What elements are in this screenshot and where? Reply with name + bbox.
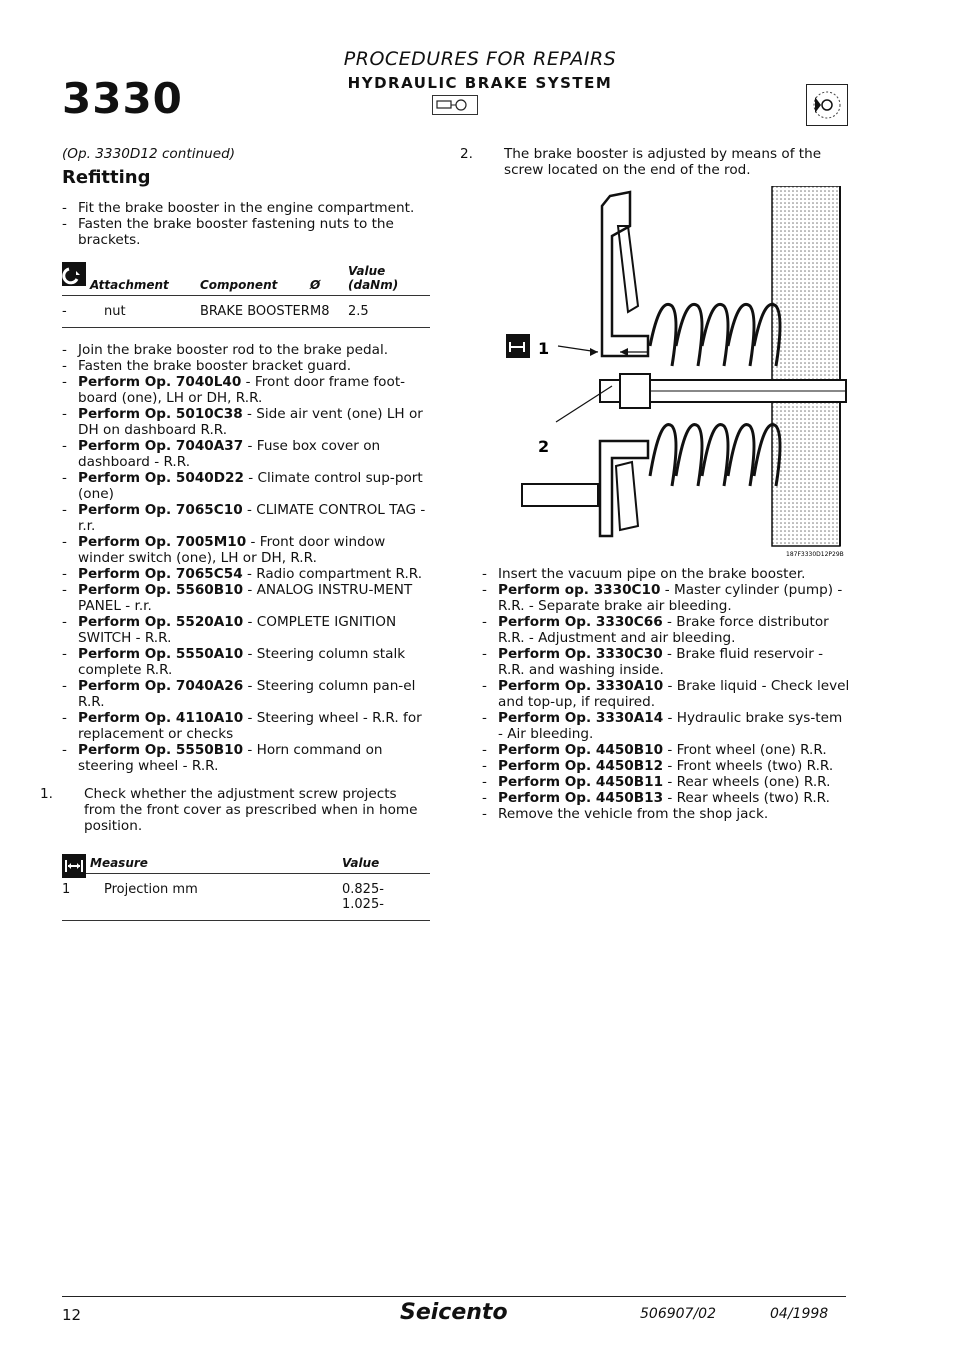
callout-2: 2 (538, 437, 550, 456)
list-item: - Perform Op. 4450B10 - Front wheel (one) R.R. (482, 742, 850, 758)
table-row (62, 296, 430, 328)
list-item: - Perform op. 3330C10 - Master cylinder (pump) - R.R. - Separate brake air bleeding. (482, 582, 850, 614)
list-item: - Perform Op. 5550B10 - Horn command on steering wheel - R.R. (62, 742, 430, 774)
list-item: - Perform Op. 7040A26 - Steering column pan-el R.R. (62, 678, 430, 710)
col-component: Component (200, 278, 278, 292)
list-item: - Perform Op. 7040A37 - Fuse box cover on dashboard - R.R. (62, 438, 430, 470)
list-item: - Perform Op. 7065C10 - CLIMATE CONTROL TAG - r.r. (62, 502, 430, 534)
col-value: Value (342, 856, 380, 870)
list-item: - Perform Op. 5520A10 - COMPLETE IGNITION SWITCH - R.R. (62, 614, 430, 646)
cell-diameter: M8 (310, 304, 330, 319)
procedure-list (62, 342, 430, 774)
page-title: PROCEDURES FOR REPAIRS (343, 48, 617, 70)
table-header (62, 856, 430, 874)
torque-table (62, 264, 430, 328)
table-row (62, 874, 430, 921)
section-number: 3330 (62, 74, 183, 123)
cell-value: 2.5 (348, 304, 369, 319)
list-item: - Perform Op. 3330C66 - Brake force distributor R.R. - Adjustment and air bleeding. (482, 614, 850, 646)
list-item: - Perform Op. 4450B12 - Front wheels (two) R.R. (482, 758, 850, 774)
figure-code: 187F3330D12P29B (786, 551, 844, 556)
brand-logo: Seicento (400, 1300, 508, 1325)
list-item: - Fasten the brake booster bracket guard. (62, 358, 430, 374)
measure-table (62, 856, 430, 921)
list-item: - Perform Op. 4450B13 - Rear wheels (two) R.R. (482, 790, 850, 806)
section-heading: Refitting (62, 167, 151, 188)
list-item: - Fasten the brake booster fastening nuts to the brackets. (62, 216, 430, 248)
list-item: - Perform Op. 3330C30 - Brake fluid reservoir - R.R. and washing inside. (482, 646, 850, 678)
col-attachment: Attachment (90, 278, 169, 292)
list-item: - Remove the vehicle from the shop jack. (482, 806, 850, 822)
table-header (62, 264, 430, 296)
page-number: 12 (62, 1306, 82, 1324)
list-item: - Perform Op. 3330A10 - Brake liquid - Check level and top-up, if required. (482, 678, 850, 710)
footer-divider (62, 1296, 846, 1297)
brake-disc-icon (806, 84, 848, 126)
brake-booster-diagram (500, 186, 852, 556)
document-date: 04/1998 (770, 1306, 829, 1322)
list-item: - Join the brake booster rod to the brake pedal. (62, 342, 430, 358)
list-item: - Perform Op. 5560B10 - ANALOG INSTRU-MENT PANEL - r.r. (62, 582, 430, 614)
list-item: - Perform Op. 7005M10 - Front door window winder switch (one), LH or DH, R.R. (62, 534, 430, 566)
adjust-instruction: 2. The brake booster is adjusted by means of the screw located on the end of the rod. (460, 146, 822, 178)
page-subtitle: HYDRAULIC BRAKE SYSTEM (347, 74, 613, 92)
list-item: - Perform Op. 5550A10 - Steering column stalk complete R.R. (62, 646, 430, 678)
cell-value: 0.825- 1.025- (342, 882, 384, 912)
document-number: 506907/02 (640, 1306, 716, 1322)
torque-wrench-icon (62, 262, 86, 286)
col-measure: Measure (90, 856, 148, 870)
left-column (40, 146, 430, 921)
list-item: - Perform Op. 7065C54 - Radio compartment R.R. (62, 566, 430, 582)
list-item: - Perform Op. 7040L40 - Front door frame foot-board (one), LH or DH, R.R. (62, 374, 430, 406)
intro-list (62, 200, 430, 248)
right-procedure (482, 566, 850, 822)
continued-note: (Op. 3330D12 continued) (62, 146, 235, 162)
cell-number: 1 (62, 882, 71, 897)
step-number: 2. (460, 146, 473, 162)
list-item: - Perform Op. 5010C38 - Side air vent (one) LH or DH on dashboard R.R. (62, 406, 430, 438)
list-item: - Perform Op. 4450B11 - Rear wheels (one) R.R. (482, 774, 850, 790)
step-number: 1. (40, 786, 53, 802)
list-item: - Fit the brake booster in the engine compartment. (62, 200, 430, 216)
check-instruction: 1. Check whether the adjustment screw projects from the front cover as prescribed when in home position. (40, 786, 418, 834)
list-item: - Perform Op. 5040D22 - Climate control sup-port (one) (62, 470, 430, 502)
col-value: Value (daNm) (348, 264, 399, 292)
right-column (460, 146, 850, 178)
callout-1: 1 (538, 339, 550, 358)
col-diameter: Ø (310, 278, 321, 292)
list-item: - Perform Op. 4110A10 - Steering wheel - R.R. for replacement or checks (62, 710, 430, 742)
procedure-list (482, 566, 850, 822)
list-item: - Perform Op. 3330A14 - Hydraulic brake sys-tem - Air bleeding. (482, 710, 850, 742)
cell-measure: Projection mm (104, 882, 198, 897)
cell-attachment: nut (104, 304, 126, 319)
row-dash: - (62, 304, 67, 319)
list-item: - Insert the vacuum pipe on the brake booster. (482, 566, 850, 582)
vehicle-system-icon (432, 95, 478, 115)
cell-component: BRAKE BOOSTER (200, 304, 310, 319)
measure-icon (62, 854, 86, 878)
